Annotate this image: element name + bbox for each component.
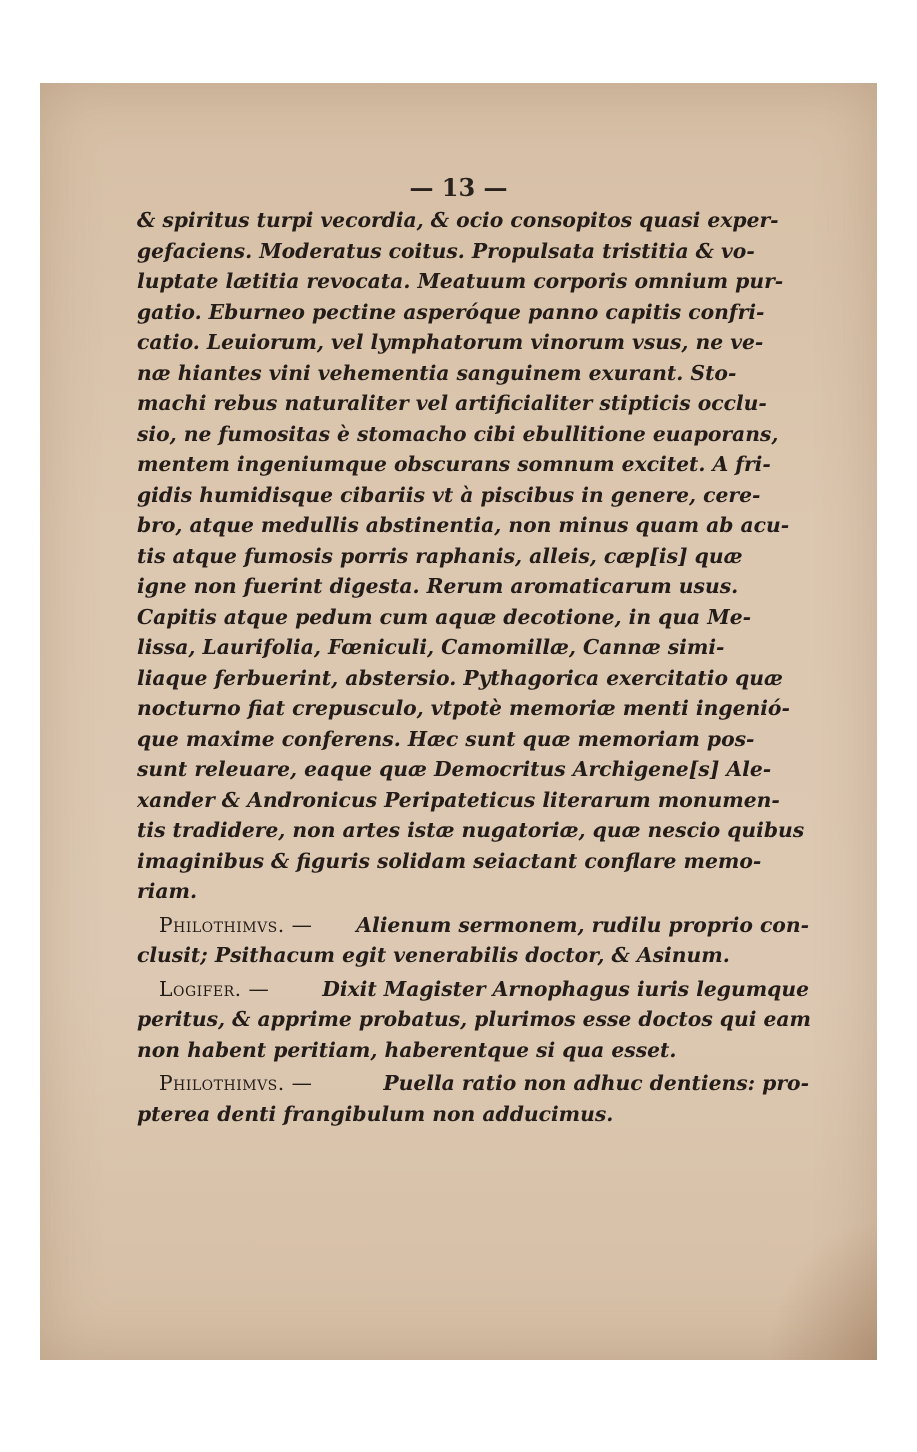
speech-text: Puella ratio non adhuc dentiens: pro- (383, 1071, 809, 1095)
text-line: non habent peritiam, haberentque si qua esset. (137, 1037, 677, 1062)
text-line: & spiritus turpi vecordia, & ocio consopitos quasi exper- (137, 208, 779, 232)
text-line: que maxime conferens. Hæc sunt quæ memoriam pos- (137, 726, 755, 751)
text-line: peritus, & apprime probatus, plurimos esse doctos qui eam (137, 1007, 812, 1031)
speech-text: Dixit Magister Arnophagus iuris legumque (322, 976, 809, 1001)
text-line: igne non fuerint digesta. Rerum aromaticarum usus. (137, 574, 739, 598)
page-number: — 13 — (409, 173, 508, 202)
text-line: mentem ingeniumque obscurans somnum excitet. A fri- (137, 452, 771, 476)
dialogue-line (137, 1068, 809, 1099)
text-line: clusit; Psithacum egit venerabilis doctor, & Asinum. (137, 943, 730, 967)
text-line: sio, ne fumositas è stomacho cibi ebullitione euaporans, (137, 421, 779, 446)
text-line: catio. Leuiorum, vel lymphatorum vinorum vsus, ne ve- (137, 330, 764, 354)
text-body (137, 205, 812, 1129)
text-line: gidis humidisque cibariis vt à piscibus in genere, cere- (137, 482, 761, 507)
text-line: sunt releuare, eaque quæ Democritus Archigene[s] Ale- (137, 757, 772, 781)
text-line: luptate lætitia revocata. Meatuum corporis omnium pur- (137, 269, 784, 293)
text-line: machi rebus naturaliter vel artificialiter stipticis occlu- (137, 391, 767, 415)
text-line: næ hiantes vini vehementia sanguinem exurant. Sto- (137, 360, 737, 385)
text-line: imaginibus & figuris solidam seiactant conflare memo- (137, 848, 762, 873)
text-line: nocturno fiat crepusculo, vtpotè memoriæ menti ingenió- (137, 696, 790, 720)
text-line: lissa, Laurifolia, Fœniculi, Camomillæ, Cannæ simi- (137, 635, 725, 659)
text-line: liaque ferbuerint, abstersio. Pythagorica exercitatio quæ (137, 665, 783, 690)
text-line: tis tradidere, non artes istæ nugatoriæ, quæ nescio quibus (137, 818, 805, 842)
dialogue-line (137, 974, 809, 1005)
dialogue-line (137, 910, 809, 941)
scanned-page (40, 83, 877, 1360)
text-line: riam. (137, 879, 198, 903)
text-line: tis atque fumosis porris raphanis, alleis, cæp[is] quæ (137, 543, 743, 568)
text-line: xander & Andronicus Peripateticus literarum monumen- (137, 787, 780, 812)
text-line: bro, atque medullis abstinentia, non minus quam ab acu- (137, 513, 790, 537)
speech-text: Alienum sermonem, rudilu proprio con- (356, 912, 809, 937)
text-line: gatio. Eburneo pectine asperóque panno capitis confri- (137, 299, 765, 324)
text-line: pterea denti frangibulum non adducimus. (137, 1101, 614, 1126)
speaker-name: Logifer. — (159, 976, 270, 1001)
text-line: Capitis atque pedum cum aquæ decotione, in qua Me- (137, 604, 752, 629)
text-line: gefaciens. Moderatus coitus. Propulsata tristitia & vo- (137, 238, 755, 263)
speaker-name: Philothimvs. — (159, 912, 313, 937)
speaker-name: Philothimvs. — (159, 1071, 313, 1095)
